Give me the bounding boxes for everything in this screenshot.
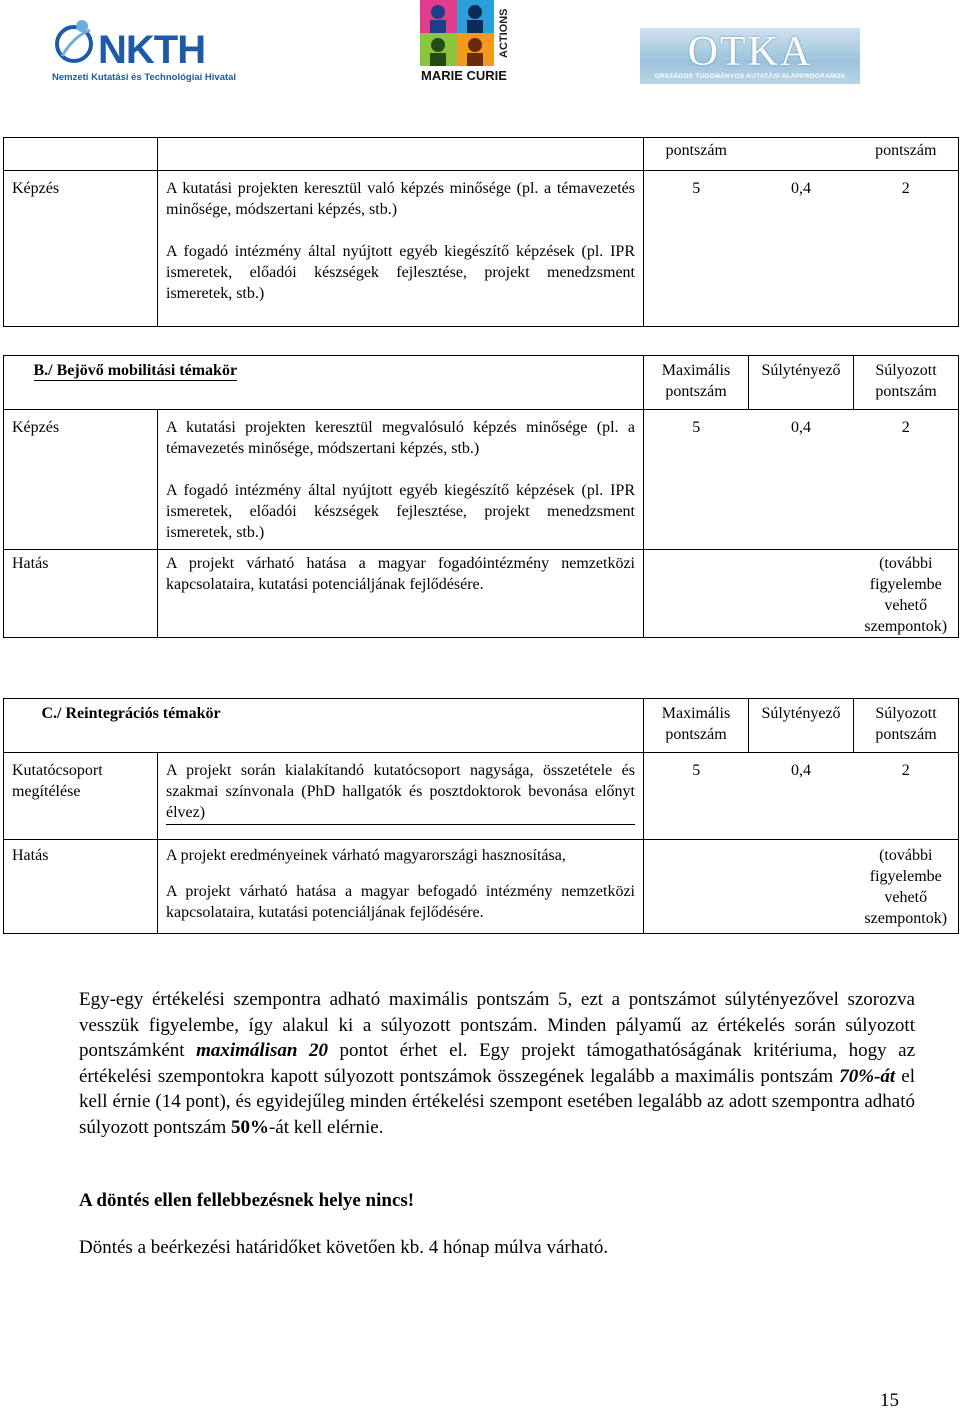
weighted-points-value: 2 [854, 171, 959, 327]
max-points-value: 5 [644, 753, 749, 840]
weight-value: 0,4 [749, 171, 854, 327]
nkth-logo-text: NKTH [98, 28, 206, 72]
criteria-table-b [3, 355, 959, 638]
criterion-description: A projekt várható hatása a magyar fogadóintézmény nemzetközi kapcsolataira, kutatási potenciáljának fejlődésére. [158, 550, 644, 638]
max-points-value: 5 [644, 171, 749, 327]
criterion-label: Képzés [4, 410, 158, 550]
header-max-points: Maximális pontszám [644, 356, 749, 410]
portrait-square-blue [457, 0, 494, 33]
table-row [4, 550, 959, 638]
criterion-description: A kutatási projekten keresztül megvalósuló képzés minősége (pl. a témavezetés minősége, módszertani képzés, stb.) [166, 419, 635, 457]
no-appeal-notice: A döntés ellen fellebbezésnek helye nincs! [79, 1190, 415, 1211]
marie-curie-actions-text: ACTIONS [498, 8, 510, 58]
criterion-label: Hatás [4, 840, 158, 934]
criterion-description: A kutatási projekten keresztül való képzés minősége (pl. a témavezetés minősége, módszertani képzés, stb.) [166, 180, 635, 218]
portrait-square-pink [420, 0, 457, 33]
section-title-c: C./ Reintegrációs témakör [41, 705, 221, 722]
table-row [4, 138, 959, 171]
header-weight: Súlytényező [749, 699, 854, 753]
table-header-row [4, 699, 959, 753]
otka-logo-text: OTKA [687, 29, 813, 75]
decision-timing-note: Döntés a beérkezési határidőket követően kb. 4 hónap múlva várható. [79, 1237, 609, 1258]
table-row [4, 753, 959, 840]
portrait-square-green [420, 33, 457, 66]
criterion-description: A fogadó intézmény által nyújtott egyéb kiegészítő képzések (pl. IPR ismeretek, előadói készségek fejlesztése, projekt menedzsment ismeretek, stb.) [166, 482, 635, 541]
nkth-logo [50, 10, 240, 86]
nkth-emblem-icon [52, 16, 96, 64]
portrait-square-orange [457, 33, 494, 66]
additional-criteria-note: (további figyelembe vehető szempontok) [854, 550, 959, 638]
marie-curie-logo [418, 0, 510, 84]
criterion-label: Kutatócsoport megítélése [4, 753, 158, 840]
criterion-label: Képzés [4, 171, 158, 327]
evaluation-explanation-paragraph: Egy-egy értékelési szempontra adható maximális pontszám 5, ezt a pontszámot súlytényezővel szorozva vesszük figyelembe, így alakul ki a súlyozott pontszám. Minden pályamű az értékelés során súlyozott pontszámként maximálisan 20 pontot érhet el. Egy projekt támogathatóságának kritériuma, hogy az értékelési szempontokra kapott súlyozott pontszámok összegének legalább a maximális pontszám 70%-át el kell érnie (14 pont), és egyidejűleg minden értékelési szempont esetében legalább az adott szempontra adható súlyozott pontszám 50%-át kell elérnie. [79, 989, 915, 1138]
section-title-b: B./ Bejövő mobilitási témakör [33, 362, 238, 379]
additional-criteria-note: (további figyelembe vehető szempontok) [854, 840, 959, 934]
header-weighted-points: Súlyozott pontszám [854, 699, 959, 753]
header-max-points: pontszám [644, 138, 749, 171]
criteria-table-a [3, 137, 959, 327]
criterion-description: A fogadó intézmény által nyújtott egyéb kiegészítő képzések (pl. IPR ismeretek, előadói készségek fejlesztése, projekt menedzsment ismeretek, stb.) [166, 243, 635, 302]
table-header-row [4, 356, 959, 410]
header-weighted-points: Súlyozott pontszám [854, 356, 959, 410]
max-points-value: 5 [644, 410, 749, 550]
otka-logo [640, 28, 860, 84]
weighted-points-value: 2 [854, 410, 959, 550]
header-weight: Súlytényező [749, 356, 854, 410]
otka-logo-subtitle: ORSZÁGOS TUDOMÁNYOS KUTATÁSI ALAPPROGRAMOK [654, 73, 846, 80]
weight-value: 0,4 [749, 410, 854, 550]
table-row [4, 840, 959, 934]
marie-curie-name-text: MARIE CURIE [421, 68, 507, 83]
criterion-description: A projekt várható hatása a magyar befogadó intézmény nemzetközi kapcsolataira, kutatási potenciáljának fejlődésére. [166, 883, 635, 921]
criterion-description: A projekt eredményeinek várható magyarországi hasznosítása, [166, 847, 566, 864]
weighted-points-value: 2 [854, 753, 959, 840]
marie-curie-portrait-grid [420, 0, 494, 66]
criterion-label: Hatás [4, 550, 158, 638]
header-weighted-points: pontszám [854, 138, 959, 171]
weight-value: 0,4 [749, 753, 854, 840]
criteria-table-c [3, 698, 959, 934]
table-row [4, 410, 959, 550]
nkth-logo-subtitle: Nemzeti Kutatási és Technológiai Hivatal [52, 72, 237, 83]
header-max-points: Maximális pontszám [644, 699, 749, 753]
page-number: 15 [880, 1390, 899, 1411]
table-row [4, 171, 959, 327]
criterion-description: A projekt során kialakítandó kutatócsoport nagysága, összetétele és szakmai színvonala (PhD hallgatók és posztdoktorok bevonása előnyt élvez) [166, 760, 635, 825]
